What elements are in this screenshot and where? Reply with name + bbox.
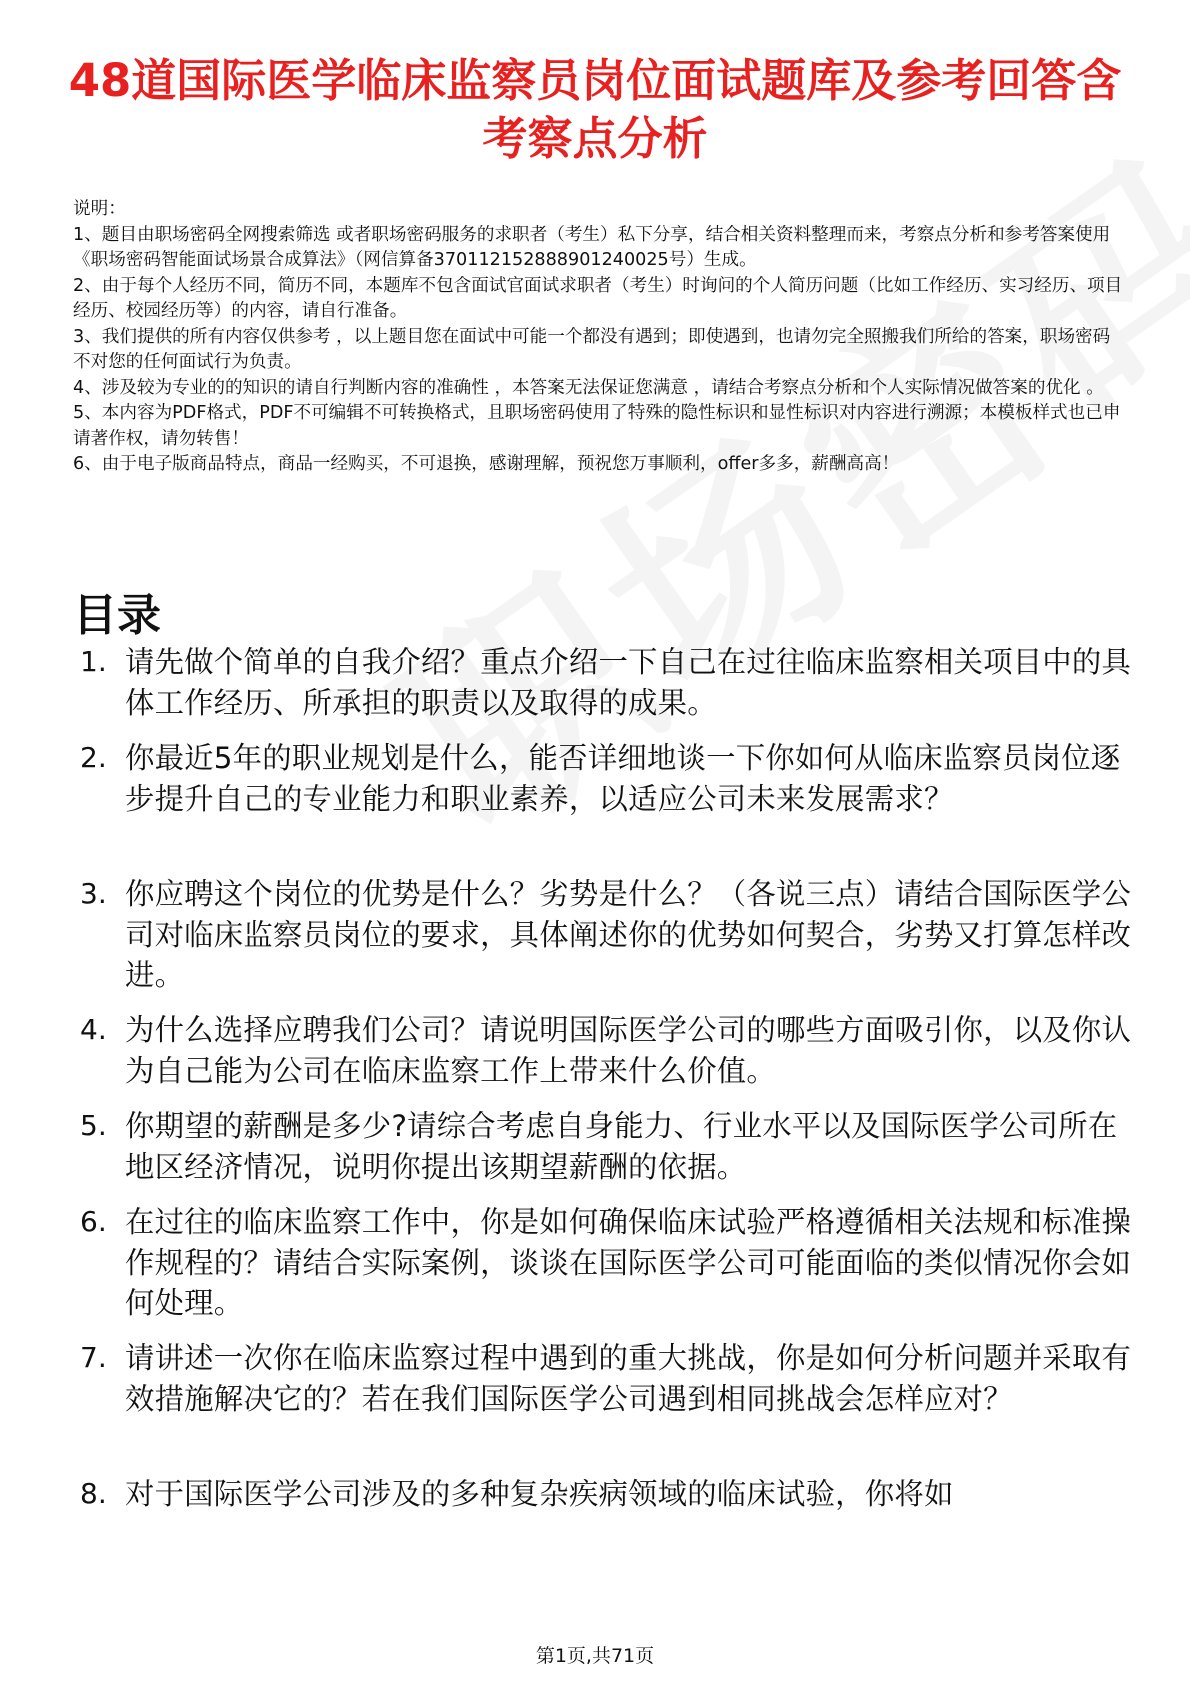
note-item-6: 6、由于电子版商品特点，商品一经购买，不可退换，感谢理解，预祝您万事顺利，offer多多，薪酬高高！ <box>73 454 900 474</box>
question-number: 2. <box>80 741 107 774</box>
toc-heading: 目录 <box>73 590 161 641</box>
note-item-1: 1、题目由职场密码全网搜索筛选 或者职场密码服务的求职者（考生）私下分享，结合相关资料整理而来，考察点分析和参考答案使用《职场密码智能面试场景合成算法》（网信算备370112152888901240025号）生成。 <box>73 224 1111 270</box>
question-number: 6. <box>80 1205 107 1238</box>
question-number: 8. <box>80 1477 107 1510</box>
document-title: 48道国际医学临床监察员岗位面试题库及参考回答含考察点分析 <box>68 54 1122 165</box>
question-text: 请先做个简单的自我介绍？重点介绍一下自己在过往临床监察相关项目中的具体工作经历、所承担的职责以及取得的成果。 <box>125 645 1132 720</box>
question-text: 你期望的薪酬是多少?请综合考虑自身能力、行业水平以及国际医学公司所在地区经济情况，说明你提出该期望薪酬的依据。 <box>125 1109 1118 1184</box>
question-number: 7. <box>80 1341 107 1374</box>
notes-heading: 说明： <box>73 199 126 219</box>
question-text: 你应聘这个岗位的优势是什么？劣势是什么？（各说三点）请结合国际医学公司对临床监察员岗位的要求，具体阐述你的优势如何契合，劣势又打算怎样改进。 <box>125 877 1132 992</box>
note-item-5: 5、本内容为PDF格式，PDF不可编辑不可转换格式，且职场密码使用了特殊的隐性标识和显性标识对内容进行溯源；本模板样式也已申请著作权，请勿转售！ <box>73 403 1121 449</box>
note-item-4: 4、涉及较为专业的的知识的请自行判断内容的准确性 ，本答案无法保证您满意 ，请结合考察点分析和个人实际情况做答案的优化 。 <box>73 377 1104 398</box>
page-number: 第1页,共71页 <box>535 1645 655 1667</box>
question-text: 请讲述一次你在临床监察过程中遇到的重大挑战，你是如何分析问题并采取有效措施解决它的？若在我们国际医学公司遇到相同挑战会怎样应对？ <box>125 1341 1132 1416</box>
question-text: 你最近5年的职业规划是什么，能否详细地谈一下你如何从临床监察员岗位逐步提升自己的专业能力和职业素养，以适应公司未来发展需求？ <box>125 741 1121 816</box>
question-text: 在过往的临床监察工作中，你是如何确保临床试验严格遵循相关法规和标准操作规程的？请结合实际案例，谈谈在国际医学公司可能面临的类似情况你会如何处理。 <box>125 1205 1132 1320</box>
note-item-2: 2、由于每个人经历不同，简历不同，本题库不包含面试官面试求职者（考生）时询问的个人简历问题（比如工作经历、实习经历、项目经历、校园经历等）的内容，请自行准备。 <box>73 275 1123 321</box>
question-number: 3. <box>80 877 107 910</box>
question-number: 4. <box>80 1013 107 1046</box>
question-text: 对于国际医学公司涉及的多种复杂疾病领域的临床试验，你将如 <box>125 1477 954 1511</box>
question-number: 1. <box>80 645 107 678</box>
question-text: 为什么选择应聘我们公司？请说明国际医学公司的哪些方面吸引你，以及你认为自己能为公司在临床监察工作上带来什么价值。 <box>125 1013 1132 1088</box>
question-number: 5. <box>80 1109 107 1142</box>
notes-section <box>73 197 1123 478</box>
note-item-3: 3、我们提供的所有内容仅供参考 ，以上题目您在面试中可能一个都没有遇到；即使遇到，也请勿完全照搬我们所给的答案，职场密码不对您的任何面试行为负责。 <box>73 326 1111 372</box>
